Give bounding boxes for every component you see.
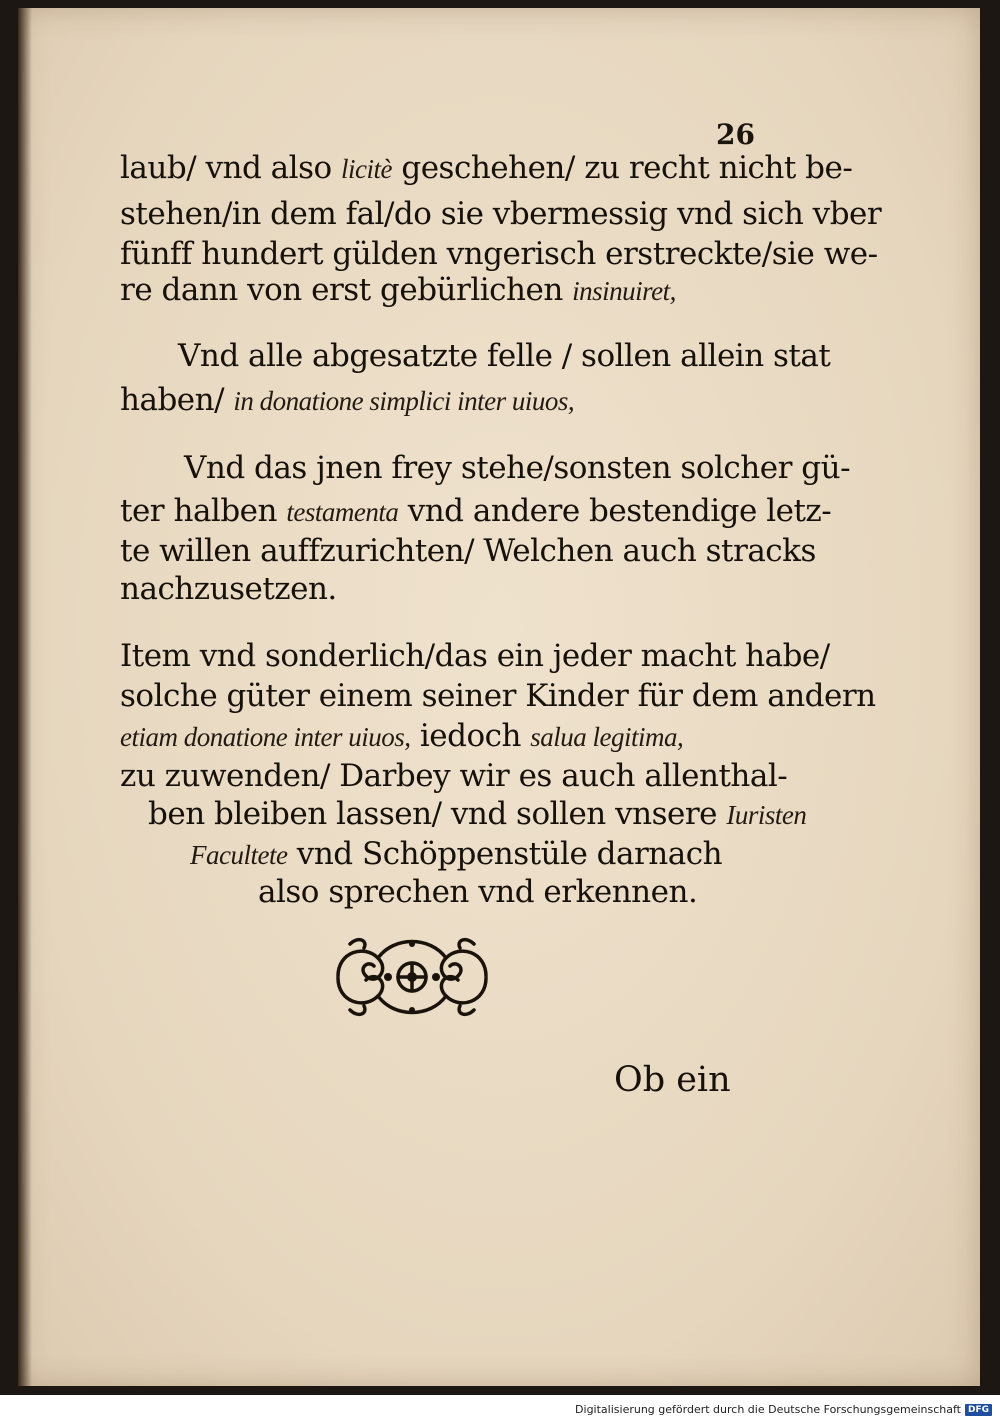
text-line: laub/ vnd also licitè geschehen/ zu recht nicht be- [120, 150, 853, 186]
page-gutter [18, 8, 32, 1386]
catchword: Ob ein [614, 1060, 731, 1100]
text-line: Vnd das jnen frey stehe/sonsten solcher gü- [184, 450, 851, 486]
text-line: re dann von erst gebürlichen insinuiret, [120, 272, 676, 308]
text-line: Item vnd sonderlich/das ein jeder macht habe/ [120, 638, 830, 674]
text-line: etiam donatione inter uiuos, iedoch salua legitima, [120, 718, 684, 754]
text-line: ben bleiben lassen/ vnd sollen vnsere Iuristen [148, 796, 807, 832]
dfg-logo: DFG [965, 1404, 992, 1416]
text-line: nachzusetzen. [120, 571, 337, 607]
text-line: also sprechen vnd erkennen. [258, 874, 698, 910]
text-line: Facultete vnd Schöppenstüle darnach [190, 836, 723, 872]
footer-credit [575, 1403, 992, 1416]
printer-ornament [328, 930, 496, 1024]
text-line: stehen/in dem fal/do sie vbermessig vnd sich vber [120, 196, 882, 232]
text-line: fünff hundert gülden vngerisch erstreckte/sie we- [120, 236, 878, 272]
text-line: zu zuwenden/ Darbey wir es auch allenthal- [120, 758, 788, 794]
text-line: Vnd alle abgesatzte felle / sollen allein stat [178, 338, 831, 374]
page-number: 26 [716, 118, 755, 151]
text-line: haben/ in donatione simplici inter uiuos, [120, 382, 575, 418]
credit-text: Digitalisierung gefördert durch die Deutsche Forschungsgemeinschaft [575, 1403, 961, 1416]
text-line: solche güter einem seiner Kinder für dem andern [120, 678, 876, 714]
text-line: ter halben testamenta vnd andere bestendige letz- [120, 493, 832, 529]
text-line: te willen auffzurichten/ Welchen auch stracks [120, 533, 816, 569]
